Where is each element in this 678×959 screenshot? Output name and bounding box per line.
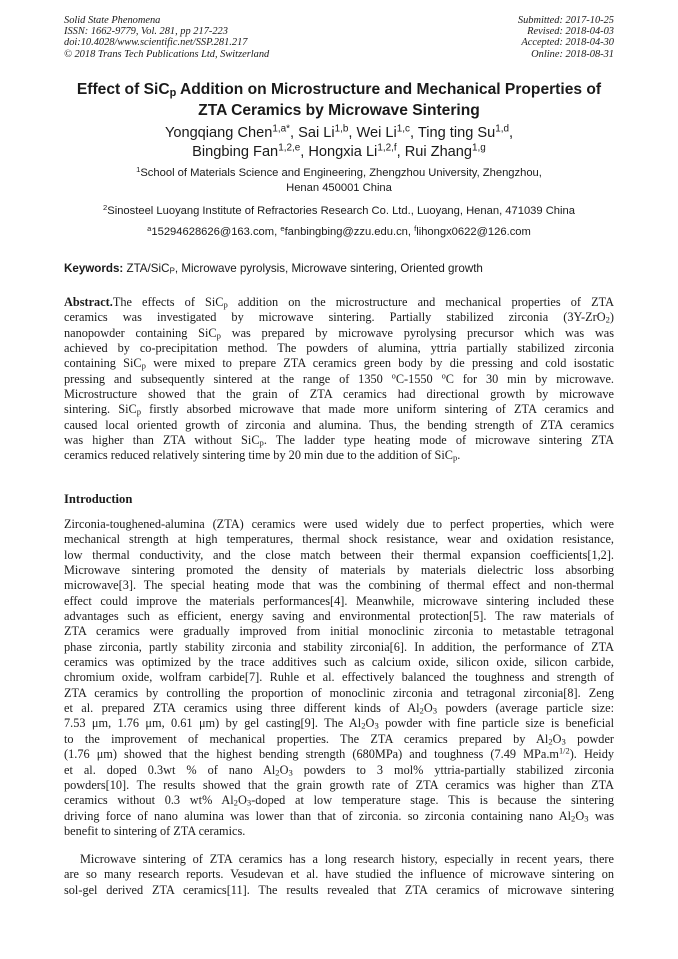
abstract-sup: o (441, 371, 446, 381)
paper-title (50, 80, 628, 121)
intro-sub: 2 (548, 736, 553, 747)
aff-sup: 1 (136, 164, 141, 174)
intro-sup: 1/2 (559, 746, 570, 756)
abstract-sub: p (216, 330, 221, 341)
intro-sub: 2 (419, 705, 424, 716)
section-heading-introduction: Introduction (64, 492, 133, 506)
intro-text: (1.76 μm) showed that the highest bending strength (680MPa) and toughness (7.49 MPa.m (64, 747, 559, 762)
intro-text: advantages such as efficient, energy saving and environmental protection[5]. The raw materials of (64, 609, 614, 624)
email-sup: e (280, 223, 285, 233)
intro-text: sol-gel derived ZTA ceramics[11]. The results revealed that ZTA ceramics of microwave sintering (64, 882, 614, 897)
email-sup: a (147, 223, 152, 233)
keywords-text: ZTA/SiC (123, 262, 170, 275)
abstract-text: containing SiC (64, 356, 142, 371)
intro-text: Microwave sintering of ZTA ceramics has a long research history, especially in recent years, there (80, 852, 614, 866)
email-list (40, 225, 638, 240)
intro-text: phase zirconia, partly stability zirconia and stability zirconia[6]. In addition, the performance of ZTA (64, 639, 614, 654)
email-address: 15294628626@163.com, (151, 226, 281, 238)
intro-text: microwave[3]. The special heating mode that was the combining of thermal effect and non-thermal (64, 578, 614, 593)
date-accepted: Accepted: 2018-04-30 (521, 37, 614, 49)
abstract-sup: o (391, 371, 396, 381)
aff-text: Henan 450001 China (286, 182, 392, 194)
journal-name: Solid State Phenomena (64, 15, 161, 26)
intro-text: low thermal conductivity, and the close match between their thermal expansion coefficients[1,2]. (64, 547, 614, 562)
title-text: Effect of SiC (76, 81, 170, 98)
intro-text: powders (average particle size: (437, 701, 614, 716)
author-name: Yongqiang Chen (164, 125, 273, 141)
intro-text: ). Heidy (569, 747, 614, 762)
abstract-text: . (457, 448, 461, 463)
intro-text: O (279, 762, 289, 777)
intro-text: powders to 3 mol% yttria-partially stabilized zirconia (292, 762, 615, 777)
intro-text: O (365, 716, 375, 731)
keywords-sub: P (169, 266, 175, 276)
abstract (64, 295, 614, 464)
intro-text: O (237, 793, 247, 808)
keywords-text: , Microwave pyrolysis, Microwave sintering, Oriented growth (174, 262, 483, 275)
abstract-sub: p (223, 299, 228, 310)
journal-header-left (64, 15, 269, 60)
journal-copyright: © 2018 Trans Tech Publications Ltd, Switzerland (64, 48, 270, 60)
author-sup: 1,2,e (278, 142, 301, 154)
intro-text: O (575, 808, 585, 823)
author-list: Yongqiang Chen$^{1,a*}$, Sai Li$^{1,b}$, Wei Li$^{1,c}$, Ting ting Su$^{1,d}$, Bingbing Fan$^{1,2,e}$, Hongxia Li$^{1,2,f}$, Rui Zhang$^{1,g}$ (164, 123, 514, 160)
intro-text: powders[10]. The results showed that the grain growth rate of ZTA ceramics was higher than ZTA (64, 777, 614, 792)
intro-text: to the improvement of mechanical properties. The ZTA ceramics prepared by Al (64, 731, 549, 746)
intro-text: benefit to sintering of ZTA ceramics. (64, 823, 246, 838)
abstract-text: achieved by co-precipitation method. The powders of alumina, yttria partially stabilized zirconia (64, 341, 614, 356)
abstract-text: Microstructure showed that the grain of ZTA ceramics had directional growth by microwave (64, 387, 614, 402)
intro-text: driving force of nano alumina was lower than that of zirconia. so zirconia containing nano Al (64, 808, 572, 823)
abstract-text: was prepared by microwave pyrolysing precursor which was was (220, 325, 615, 340)
author-name: Sai Li (298, 125, 335, 141)
title-text: Addition on Microstructure and Mechanical Properties of (176, 81, 602, 98)
intro-text: O (423, 701, 433, 716)
intro-text: was (588, 808, 614, 823)
intro-sub: 2 (361, 721, 366, 732)
intro-sub: 3 (584, 813, 589, 824)
intro-text: ZTA ceramics by controlling the proportion of monoclinic zirconia and tetragonal zirconia[8]. Zeng (64, 685, 614, 700)
intro-text: ZTA ceramics were gradually improved from initial monoclinic zirconia to metastable tetragonal (64, 624, 614, 639)
author-sup: 1,c (396, 123, 411, 135)
abstract-text: . The ladder type heating mode of microwave sintering ZTA (263, 433, 614, 448)
intro-text: powder (565, 731, 615, 746)
intro-text: mechanical strength at high temperatures, thermal shock resistance, wear and oxidation resistance, (64, 532, 614, 547)
email-address: lihongx0622@126.com (416, 226, 531, 238)
intro-text: Zirconia-toughened-alumina (ZTA) ceramics were used widely due to perfect properties, which were (64, 517, 614, 531)
date-submitted: Submitted: 2017-10-25 (517, 15, 614, 26)
email-sup: f (414, 223, 417, 233)
author-sup: 1,a* (272, 123, 290, 135)
keywords-label: Keywords: (64, 262, 124, 275)
abstract-text: The effects of SiC (112, 295, 224, 309)
intro-text: chromium oxide, wolfram carbide[7]. Ruhle et al. effectively balanced the toughness and strength of (64, 670, 614, 685)
author-name: Ting ting Su (417, 125, 496, 141)
intro-sub: 2 (275, 767, 280, 778)
title-line-2: ZTA Ceramics by Microwave Sintering (198, 101, 480, 119)
affiliation-1 (40, 166, 638, 196)
abstract-sub: p (452, 453, 458, 464)
intro-text: ceramics was optimized by the trace additives such as calcium oxide, silicon oxide, silicon carbide, (64, 655, 614, 670)
abstract-sub: 2 (605, 315, 610, 326)
intro-sub: 2 (233, 797, 238, 808)
author-name: Bingbing Fan (192, 144, 279, 160)
abstract-text: was higher than ZTA without SiC (64, 433, 260, 448)
abstract-text: C-1550 (395, 371, 442, 386)
abstract-text: ) (609, 310, 614, 325)
intro-text: -doped at low temperature stage. This is because the sintering (251, 793, 614, 808)
intro-text: et al. prepared ZTA ceramics using three different kinds of Al (64, 701, 420, 716)
keywords (64, 261, 624, 276)
journal-issn: ISSN: 1662-9779, Vol. 281, pp 217-223 (64, 26, 228, 38)
author-sup: 1,d (495, 123, 509, 135)
introduction-paragraph-1 (64, 517, 614, 839)
author-sup: 1,g (472, 142, 486, 154)
intro-sub: 3 (374, 721, 379, 732)
abstract-text: C for 30 min by microwave. (445, 371, 614, 386)
intro-text: are so many research reports. Vesudevan et al. have studied the influence of microwave sintering on (64, 867, 614, 882)
abstract-text: pressing and subsequently sintered at the range of 1350 (64, 371, 392, 386)
abstract-text: ceramics was investigated by microwave sintering. Partially stabilized zirconia (3Y-ZrO (64, 310, 606, 325)
author-name: Wei Li (356, 125, 397, 141)
date-online: Online: 2018-08-31 (531, 48, 614, 60)
abstract-text: firstly absorbed microwave that made more uniform sintering of ZTA ceramics and (141, 402, 615, 417)
intro-sub: 3 (561, 736, 566, 747)
introduction-paragraph-2 (64, 852, 614, 898)
date-revised: Revised: 2018-04-03 (527, 26, 614, 38)
abstract-text: were mixed to prepare ZTA ceramics green body by die pressing and cold isostatic (145, 356, 614, 371)
abstract-text: sintering. SiC (64, 402, 137, 417)
abstract-label: Abstract. (64, 295, 113, 309)
affiliation-2 (40, 204, 638, 219)
intro-text: et al. doped 0.3wt % of nano Al (64, 762, 276, 777)
abstract-text: addition on the microstructure and mechanical properties of ZTA (227, 295, 614, 309)
intro-text: 7.53 μm, 1.76 μm, 0.61 μm) by gel casting[9]. The Al (64, 716, 362, 731)
author-name: Rui Zhang (404, 144, 473, 160)
abstract-sub: p (136, 407, 142, 418)
abstract-text: ceramics reduced relatively sintering time by 20 min due to the addition of SiC (64, 448, 453, 463)
abstract-text: nanopowder containing SiC (64, 325, 217, 340)
aff-text: School of Materials Science and Engineering, Zhengzhou University, Zhengzhou, (140, 167, 542, 179)
intro-sub: 3 (246, 797, 252, 808)
intro-text: Microwave sintering promoted the density of materials by materials dielectric loss absorbing (64, 563, 614, 578)
journal-header-right (518, 15, 614, 60)
intro-sub: 3 (288, 767, 293, 778)
intro-text: powder with fine particle size is beneficial (378, 716, 614, 731)
email-address: fanbingbing@zzu.edu.cn, (284, 226, 415, 238)
intro-text: effect could improve the materials performances[4]. Meanwhile, microwave sintering included these (64, 593, 614, 608)
abstract-sub: p (259, 437, 264, 448)
author-name: Hongxia Li (308, 144, 378, 160)
aff-sup: 2 (103, 202, 108, 212)
aff-text: Sinosteel Luoyang Institute of Refractories Research Co. Ltd., Luoyang, Henan, 471039 China (107, 205, 575, 217)
abstract-text: caused local oriented growth of zirconia and alumina. Thus, the bending strength of ZTA ceramics (64, 417, 614, 432)
author-sup: 1,2,f (377, 142, 397, 154)
intro-sub: 2 (571, 813, 576, 824)
journal-doi: doi:10.4028/www.scientific.net/SSP.281.217 (64, 37, 248, 49)
title-subscript: p (169, 87, 177, 100)
intro-text: O (552, 731, 562, 746)
intro-text: ceramics without 0.3 wt% Al (64, 793, 234, 808)
abstract-sub: p (141, 361, 146, 372)
intro-sub: 3 (432, 705, 438, 716)
author-sup: 1,b (334, 123, 349, 135)
